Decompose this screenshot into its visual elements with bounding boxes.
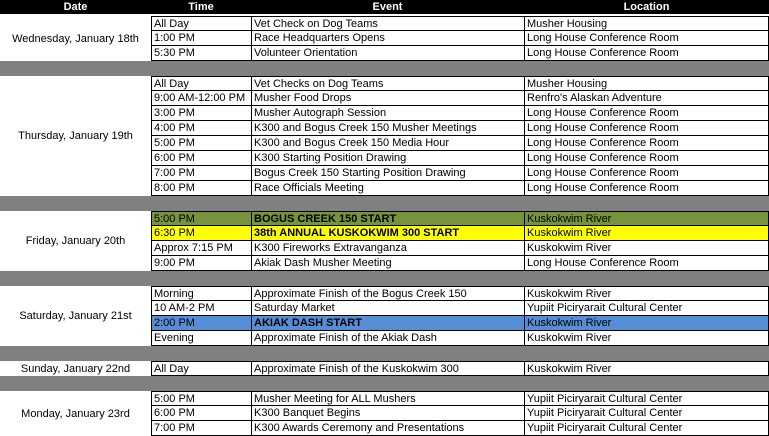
location-cell: Long House Conference Room [524, 31, 769, 45]
header-event: Event [372, 1, 403, 13]
location-cell: Kuskokwim River [524, 362, 769, 375]
table-row [151, 241, 769, 256]
location-cell: Kuskokwim River [524, 226, 769, 240]
header-row [0, 0, 769, 14]
location-cell: Long House Conference Room [524, 151, 769, 165]
time-cell: All Day [151, 77, 251, 90]
table-row [151, 31, 769, 46]
event-cell: K300 and Bogus Creek 150 Musher Meetings [251, 121, 524, 135]
table-row [151, 331, 769, 346]
event-cell: Volunteer Orientation [251, 46, 524, 60]
table-row [151, 406, 769, 421]
event-cell: Race Headquarters Opens [251, 31, 524, 45]
table-row [151, 181, 769, 196]
table-row [151, 106, 769, 121]
time-cell: 10 AM-2 PM [151, 301, 251, 315]
time-cell: All Day [151, 362, 251, 375]
table-row [151, 121, 769, 136]
event-cell: K300 Banquet Begins [251, 406, 524, 420]
event-cell: K300 and Bogus Creek 150 Media Hour [251, 136, 524, 150]
table-row [151, 226, 769, 241]
time-cell: 1:00 PM [151, 31, 251, 45]
event-cell: Approximate Finish of the Akiak Dash [251, 331, 524, 345]
event-cell: Approximate Finish of the Bogus Creek 150 [251, 287, 524, 300]
event-cell: 38th ANNUAL KUSKOKWIM 300 START [251, 226, 524, 240]
table-row [151, 286, 769, 301]
event-cell: Musher Autograph Session [251, 106, 524, 120]
event-cell: K300 Fireworks Extravanganza [251, 241, 524, 255]
location-cell: Kuskokwim River [524, 287, 769, 300]
time-cell: Morning [151, 287, 251, 300]
day-separator [0, 61, 769, 76]
event-cell: Akiak Dash Musher Meeting [251, 256, 524, 270]
event-cell: Race Officials Meeting [251, 181, 524, 195]
table-row [151, 421, 769, 436]
day-separator [0, 346, 769, 361]
location-cell: Long House Conference Room [524, 121, 769, 135]
day-separator [0, 271, 769, 286]
time-cell: 5:00 PM [151, 136, 251, 150]
location-cell: Musher Housing [524, 17, 769, 30]
header-location: Location [623, 1, 670, 13]
time-cell: 2:00 PM [151, 316, 251, 330]
table-row [151, 16, 769, 31]
event-cell: Bogus Creek 150 Starting Position Drawing [251, 166, 524, 180]
event-cell: K300 Awards Ceremony and Presentations [251, 421, 524, 435]
time-cell: 5:00 PM [151, 212, 251, 225]
event-cell: Vet Check on Dog Teams [251, 17, 524, 30]
location-cell: Yupiit Piciryarait Cultural Center [524, 421, 769, 435]
location-cell: Yupiit Piciryarait Cultural Center [524, 301, 769, 315]
event-cell: BOGUS CREEK 150 START [251, 212, 524, 225]
table-row [151, 46, 769, 61]
time-cell: 9:00 PM [151, 256, 251, 270]
location-cell: Long House Conference Room [524, 166, 769, 180]
day-separator [0, 376, 769, 391]
location-cell: Kuskokwim River [524, 316, 769, 330]
event-cell: Musher Food Drops [251, 91, 524, 105]
date-cell: Wednesday, January 18th [12, 32, 139, 45]
date-cell: Friday, January 20th [25, 235, 126, 247]
event-cell: K300 Starting Position Drawing [251, 151, 524, 165]
event-cell: Vet Checks on Dog Teams [251, 77, 524, 90]
table-row [151, 166, 769, 181]
time-cell: 6:00 PM [151, 406, 251, 420]
event-cell: Musher Meeting for ALL Mushers [251, 392, 524, 405]
time-cell: 7:00 PM [151, 166, 251, 180]
location-cell: Renfro's Alaskan Adventure [524, 91, 769, 105]
header-time: Time [188, 1, 214, 13]
location-cell: Kuskokwim River [524, 331, 769, 345]
header-date: Date [63, 1, 88, 13]
event-cell: Saturday Market [251, 301, 524, 315]
location-cell: Long House Conference Room [524, 181, 769, 195]
time-cell: Approx 7:15 PM [151, 241, 251, 255]
time-cell: Evening [151, 331, 251, 345]
table-row [151, 256, 769, 271]
location-cell: Kuskokwim River [524, 212, 769, 225]
time-cell: 5:00 PM [151, 392, 251, 405]
time-cell: All Day [151, 17, 251, 30]
time-cell: 6:00 PM [151, 151, 251, 165]
table-row [151, 301, 769, 316]
time-cell: 5:30 PM [151, 46, 251, 60]
location-cell: Long House Conference Room [524, 256, 769, 270]
date-cell: Saturday, January 21st [19, 310, 132, 322]
time-cell: 3:00 PM [151, 106, 251, 120]
table-row [151, 316, 769, 331]
table-row [151, 76, 769, 91]
location-cell: Long House Conference Room [524, 106, 769, 120]
table-row [151, 91, 769, 106]
location-cell: Yupiit Piciryarait Cultural Center [524, 406, 769, 420]
time-cell: 6:30 PM [151, 226, 251, 240]
time-cell: 9:00 AM-12:00 PM [151, 91, 251, 105]
location-cell: Yupiit Piciryarait Cultural Center [524, 392, 769, 405]
day-separator [0, 196, 769, 211]
date-cell: Monday, January 23rd [21, 407, 130, 420]
location-cell: Musher Housing [524, 77, 769, 90]
location-cell: Long House Conference Room [524, 136, 769, 150]
table-row [151, 211, 769, 226]
time-cell: 4:00 PM [151, 121, 251, 135]
time-cell: 7:00 PM [151, 421, 251, 435]
location-cell: Kuskokwim River [524, 241, 769, 255]
table-row [151, 391, 769, 406]
date-cell: Thursday, January 19th [18, 130, 133, 142]
location-cell: Long House Conference Room [524, 46, 769, 60]
date-cell: Sunday, January 22nd [20, 362, 131, 375]
table-row [151, 136, 769, 151]
event-cell: Approximate Finish of the Kuskokwim 300 [251, 362, 524, 375]
time-cell: 8:00 PM [151, 181, 251, 195]
table-row [151, 361, 769, 376]
table-row [151, 151, 769, 166]
event-cell: AKIAK DASH START [251, 316, 524, 330]
